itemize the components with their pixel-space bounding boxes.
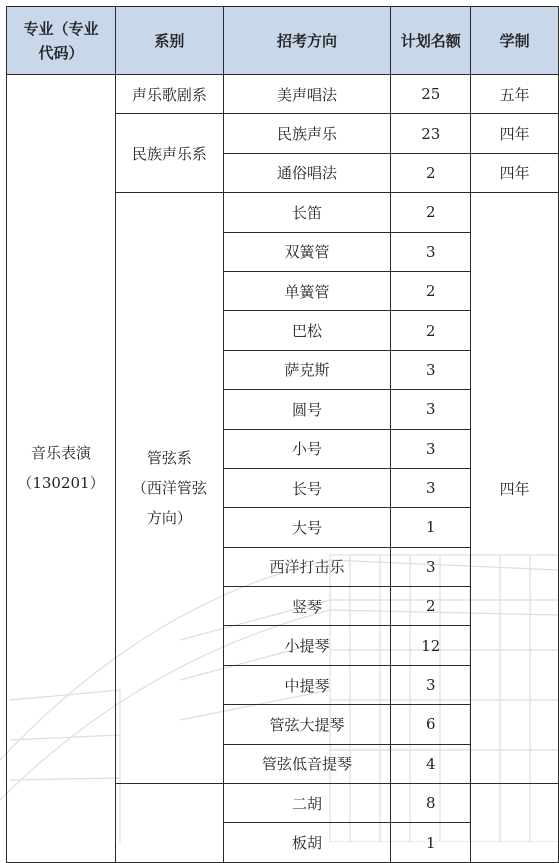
- quota-cell: 23: [391, 114, 471, 153]
- header-major: [7, 7, 116, 75]
- direction-cell: 小提琴: [223, 626, 391, 665]
- direction-cell: 长笛: [223, 193, 391, 232]
- dept-cell: 声乐歌剧系: [115, 75, 223, 114]
- direction-cell: 通俗唱法: [223, 153, 391, 192]
- direction-cell: 西洋打击乐: [223, 547, 391, 586]
- direction-cell: 竖琴: [223, 587, 391, 626]
- direction-cell: 美声唱法: [223, 75, 391, 114]
- major-code: （130201）: [17, 474, 105, 493]
- dept3-line3: 方向）: [146, 509, 192, 528]
- quota-cell: 2: [391, 311, 471, 350]
- quota-cell: 6: [391, 705, 471, 744]
- direction-cell: 萨克斯: [223, 350, 391, 389]
- quota-cell: 3: [391, 468, 471, 507]
- header-major-line1: 专业（专业: [23, 19, 99, 38]
- header-direction: 招考方向: [223, 7, 391, 75]
- dept3-line2: （西洋管弦: [131, 479, 207, 498]
- direction-cell: 小号: [223, 429, 391, 468]
- duration-cell: 四年: [471, 114, 559, 153]
- dept-cell-empty: [115, 784, 223, 863]
- direction-cell: 板胡: [223, 823, 391, 862]
- quota-cell: 3: [391, 665, 471, 704]
- direction-cell: 中提琴: [223, 665, 391, 704]
- direction-cell: 圆号: [223, 390, 391, 429]
- quota-cell: 2: [391, 587, 471, 626]
- quota-cell: 3: [391, 232, 471, 271]
- quota-cell: 1: [391, 508, 471, 547]
- header-major-line2: 代码）: [38, 43, 84, 62]
- direction-cell: 民族声乐: [223, 114, 391, 153]
- quota-cell: 12: [391, 626, 471, 665]
- table-row: [7, 75, 559, 114]
- direction-cell: 管弦低音提琴: [223, 744, 391, 783]
- quota-cell: 4: [391, 744, 471, 783]
- direction-cell: 长号: [223, 468, 391, 507]
- direction-cell: 管弦大提琴: [223, 705, 391, 744]
- duration-cell-empty: [471, 784, 559, 863]
- direction-cell: 双簧管: [223, 232, 391, 271]
- dept-cell: [115, 193, 223, 784]
- dept-cell: 民族声乐系: [115, 114, 223, 193]
- duration-cell: 五年: [471, 75, 559, 114]
- quota-cell: 25: [391, 75, 471, 114]
- quota-cell: 2: [391, 271, 471, 310]
- quota-cell: 3: [391, 350, 471, 389]
- major-name: 音乐表演: [30, 444, 91, 463]
- quota-cell: 3: [391, 547, 471, 586]
- quota-cell: 1: [391, 823, 471, 862]
- direction-cell: 二胡: [223, 784, 391, 823]
- quota-cell: 3: [391, 429, 471, 468]
- duration-cell: 四年: [471, 153, 559, 192]
- quota-cell: 8: [391, 784, 471, 823]
- direction-cell: 大号: [223, 508, 391, 547]
- dept3-line1: 管弦系: [146, 449, 192, 468]
- quota-cell: 3: [391, 390, 471, 429]
- direction-cell: 巴松: [223, 311, 391, 350]
- header-duration: 学制: [471, 7, 559, 75]
- direction-cell: 单簧管: [223, 271, 391, 310]
- quota-cell: 2: [391, 153, 471, 192]
- header-row: [7, 7, 559, 75]
- header-dept: 系别: [115, 7, 223, 75]
- major-cell: [7, 75, 116, 863]
- header-quota: 计划名额: [391, 7, 471, 75]
- quota-cell: 2: [391, 193, 471, 232]
- duration-merged-cell: 四年: [471, 193, 559, 784]
- enrollment-table: [6, 6, 559, 863]
